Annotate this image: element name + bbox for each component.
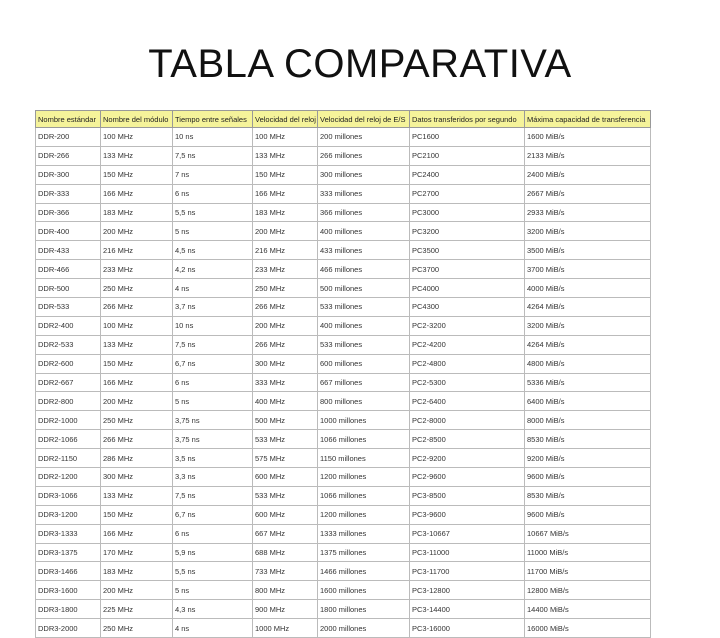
header-nombre-modulo: Nombre del módulo: [101, 111, 173, 128]
cell-velocidad-reloj-es: 533 millones: [318, 298, 410, 317]
cell-velocidad-reloj-es: 466 millones: [318, 260, 410, 279]
cell-nombre-modulo: 166 MHz: [101, 524, 173, 543]
cell-nombre-modulo: 266 MHz: [101, 430, 173, 449]
cell-maxima-capacidad: 4800 MiB/s: [525, 354, 651, 373]
cell-tiempo-senales: 7,5 ns: [173, 146, 253, 165]
table-row: [36, 581, 651, 600]
cell-velocidad-reloj: 166 MHz: [253, 184, 318, 203]
cell-tiempo-senales: 3,3 ns: [173, 468, 253, 487]
table-row: [36, 184, 651, 203]
cell-maxima-capacidad: 3500 MiB/s: [525, 241, 651, 260]
cell-tiempo-senales: 7,5 ns: [173, 486, 253, 505]
cell-tiempo-senales: 10 ns: [173, 128, 253, 147]
cell-tiempo-senales: 3,75 ns: [173, 411, 253, 430]
cell-datos-transferidos: PC3000: [410, 203, 525, 222]
cell-nombre-modulo: 250 MHz: [101, 619, 173, 638]
cell-nombre-modulo: 225 MHz: [101, 600, 173, 619]
cell-nombre-modulo: 200 MHz: [101, 581, 173, 600]
header-velocidad-reloj-es: Velocidad del reloj de E/S: [318, 111, 410, 128]
cell-nombre-estandar: DDR2-600: [36, 354, 101, 373]
table-row: [36, 600, 651, 619]
cell-maxima-capacidad: 3200 MiB/s: [525, 316, 651, 335]
cell-velocidad-reloj-es: 667 millones: [318, 373, 410, 392]
cell-maxima-capacidad: 16000 MiB/s: [525, 619, 651, 638]
cell-velocidad-reloj: 333 MHz: [253, 373, 318, 392]
cell-velocidad-reloj-es: 1600 millones: [318, 581, 410, 600]
cell-nombre-modulo: 183 MHz: [101, 203, 173, 222]
cell-datos-transferidos: PC3200: [410, 222, 525, 241]
cell-tiempo-senales: 4,2 ns: [173, 260, 253, 279]
cell-tiempo-senales: 5,5 ns: [173, 203, 253, 222]
table-row: [36, 562, 651, 581]
cell-nombre-modulo: 170 MHz: [101, 543, 173, 562]
table-row: [36, 203, 651, 222]
table-body: [36, 128, 651, 638]
cell-datos-transferidos: PC3-11700: [410, 562, 525, 581]
table-row: [36, 165, 651, 184]
cell-tiempo-senales: 5 ns: [173, 581, 253, 600]
table-row: [36, 449, 651, 468]
cell-datos-transferidos: PC3-11000: [410, 543, 525, 562]
cell-velocidad-reloj: 300 MHz: [253, 354, 318, 373]
cell-maxima-capacidad: 2133 MiB/s: [525, 146, 651, 165]
cell-velocidad-reloj: 733 MHz: [253, 562, 318, 581]
cell-nombre-estandar: DDR-366: [36, 203, 101, 222]
table-row: [36, 411, 651, 430]
cell-velocidad-reloj-es: 800 millones: [318, 392, 410, 411]
cell-datos-transferidos: PC3-16000: [410, 619, 525, 638]
cell-nombre-estandar: DDR3-1066: [36, 486, 101, 505]
cell-velocidad-reloj: 600 MHz: [253, 505, 318, 524]
cell-nombre-estandar: DDR3-1800: [36, 600, 101, 619]
cell-velocidad-reloj-es: 1066 millones: [318, 486, 410, 505]
cell-nombre-estandar: DDR-533: [36, 298, 101, 317]
cell-velocidad-reloj: 500 MHz: [253, 411, 318, 430]
cell-maxima-capacidad: 8000 MiB/s: [525, 411, 651, 430]
cell-maxima-capacidad: 10667 MiB/s: [525, 524, 651, 543]
cell-maxima-capacidad: 2400 MiB/s: [525, 165, 651, 184]
cell-velocidad-reloj-es: 2000 millones: [318, 619, 410, 638]
cell-maxima-capacidad: 5336 MiB/s: [525, 373, 651, 392]
cell-maxima-capacidad: 9600 MiB/s: [525, 505, 651, 524]
cell-velocidad-reloj: 183 MHz: [253, 203, 318, 222]
cell-velocidad-reloj: 100 MHz: [253, 128, 318, 147]
cell-datos-transferidos: PC2-6400: [410, 392, 525, 411]
cell-maxima-capacidad: 1600 MiB/s: [525, 128, 651, 147]
cell-nombre-modulo: 100 MHz: [101, 316, 173, 335]
cell-nombre-modulo: 150 MHz: [101, 165, 173, 184]
cell-datos-transferidos: PC2100: [410, 146, 525, 165]
cell-datos-transferidos: PC2-4800: [410, 354, 525, 373]
cell-velocidad-reloj: 533 MHz: [253, 486, 318, 505]
cell-nombre-modulo: 166 MHz: [101, 373, 173, 392]
cell-datos-transferidos: PC3-9600: [410, 505, 525, 524]
cell-velocidad-reloj: 266 MHz: [253, 335, 318, 354]
cell-tiempo-senales: 3,7 ns: [173, 298, 253, 317]
cell-velocidad-reloj: 133 MHz: [253, 146, 318, 165]
cell-datos-transferidos: PC2-9600: [410, 468, 525, 487]
cell-velocidad-reloj: 1000 MHz: [253, 619, 318, 638]
cell-nombre-estandar: DDR2-667: [36, 373, 101, 392]
cell-maxima-capacidad: 11700 MiB/s: [525, 562, 651, 581]
cell-maxima-capacidad: 8530 MiB/s: [525, 486, 651, 505]
table-row: [36, 524, 651, 543]
cell-nombre-estandar: DDR2-1200: [36, 468, 101, 487]
cell-datos-transferidos: PC2700: [410, 184, 525, 203]
cell-velocidad-reloj: 200 MHz: [253, 222, 318, 241]
cell-velocidad-reloj: 200 MHz: [253, 316, 318, 335]
cell-velocidad-reloj-es: 400 millones: [318, 316, 410, 335]
cell-nombre-estandar: DDR-266: [36, 146, 101, 165]
cell-nombre-estandar: DDR-466: [36, 260, 101, 279]
cell-tiempo-senales: 3,5 ns: [173, 449, 253, 468]
cell-velocidad-reloj-es: 1066 millones: [318, 430, 410, 449]
cell-tiempo-senales: 5 ns: [173, 222, 253, 241]
cell-velocidad-reloj-es: 1200 millones: [318, 468, 410, 487]
cell-nombre-modulo: 133 MHz: [101, 146, 173, 165]
cell-maxima-capacidad: 3200 MiB/s: [525, 222, 651, 241]
cell-tiempo-senales: 5 ns: [173, 392, 253, 411]
cell-maxima-capacidad: 12800 MiB/s: [525, 581, 651, 600]
cell-nombre-estandar: DDR3-1600: [36, 581, 101, 600]
table-row: [36, 241, 651, 260]
cell-velocidad-reloj: 600 MHz: [253, 468, 318, 487]
cell-velocidad-reloj-es: 1150 millones: [318, 449, 410, 468]
slide-title: TABLA COMPARATIVA: [148, 42, 572, 86]
cell-datos-transferidos: PC3-8500: [410, 486, 525, 505]
cell-nombre-estandar: DDR2-1066: [36, 430, 101, 449]
table-row: [36, 146, 651, 165]
cell-velocidad-reloj: 575 MHz: [253, 449, 318, 468]
cell-nombre-modulo: 233 MHz: [101, 260, 173, 279]
cell-tiempo-senales: 4,5 ns: [173, 241, 253, 260]
cell-nombre-modulo: 150 MHz: [101, 505, 173, 524]
cell-nombre-estandar: DDR2-800: [36, 392, 101, 411]
header-maxima-capacidad: Máxima capacidad de transferencia: [525, 111, 651, 128]
header-nombre-estandar: Nombre estándar: [36, 111, 101, 128]
table-row: [36, 392, 651, 411]
table-row: [36, 335, 651, 354]
cell-velocidad-reloj-es: 1333 millones: [318, 524, 410, 543]
cell-velocidad-reloj-es: 400 millones: [318, 222, 410, 241]
table-row: [36, 505, 651, 524]
cell-velocidad-reloj: 250 MHz: [253, 279, 318, 298]
table-row: [36, 543, 651, 562]
cell-velocidad-reloj-es: 600 millones: [318, 354, 410, 373]
cell-datos-transferidos: PC4300: [410, 298, 525, 317]
cell-maxima-capacidad: 9600 MiB/s: [525, 468, 651, 487]
cell-nombre-estandar: DDR-333: [36, 184, 101, 203]
comparison-table: [35, 110, 651, 638]
cell-nombre-estandar: DDR2-533: [36, 335, 101, 354]
comparison-table-container: [35, 110, 650, 638]
cell-nombre-estandar: DDR3-1200: [36, 505, 101, 524]
cell-nombre-estandar: DDR-200: [36, 128, 101, 147]
table-row: [36, 298, 651, 317]
cell-nombre-modulo: 133 MHz: [101, 486, 173, 505]
cell-nombre-modulo: 250 MHz: [101, 411, 173, 430]
cell-tiempo-senales: 6 ns: [173, 373, 253, 392]
table-header-row: [36, 111, 651, 128]
cell-maxima-capacidad: 2933 MiB/s: [525, 203, 651, 222]
cell-datos-transferidos: PC2-9200: [410, 449, 525, 468]
cell-maxima-capacidad: 9200 MiB/s: [525, 449, 651, 468]
table-row: [36, 486, 651, 505]
cell-nombre-modulo: 133 MHz: [101, 335, 173, 354]
cell-velocidad-reloj: 533 MHz: [253, 430, 318, 449]
cell-nombre-estandar: DDR3-1375: [36, 543, 101, 562]
cell-maxima-capacidad: 3700 MiB/s: [525, 260, 651, 279]
cell-nombre-estandar: DDR2-400: [36, 316, 101, 335]
cell-datos-transferidos: PC3-12800: [410, 581, 525, 600]
table-row: [36, 316, 651, 335]
cell-velocidad-reloj-es: 1200 millones: [318, 505, 410, 524]
cell-maxima-capacidad: 11000 MiB/s: [525, 543, 651, 562]
table-row: [36, 373, 651, 392]
cell-nombre-estandar: DDR-400: [36, 222, 101, 241]
cell-nombre-modulo: 200 MHz: [101, 392, 173, 411]
cell-nombre-modulo: 100 MHz: [101, 128, 173, 147]
cell-datos-transferidos: PC2-8500: [410, 430, 525, 449]
cell-datos-transferidos: PC2-4200: [410, 335, 525, 354]
cell-nombre-modulo: 266 MHz: [101, 298, 173, 317]
cell-tiempo-senales: 10 ns: [173, 316, 253, 335]
cell-nombre-estandar: DDR3-1466: [36, 562, 101, 581]
cell-nombre-estandar: DDR-500: [36, 279, 101, 298]
header-datos-transferidos: Datos transferidos por segundo: [410, 111, 525, 128]
cell-velocidad-reloj: 400 MHz: [253, 392, 318, 411]
cell-datos-transferidos: PC2-8000: [410, 411, 525, 430]
cell-nombre-modulo: 250 MHz: [101, 279, 173, 298]
cell-maxima-capacidad: 2667 MiB/s: [525, 184, 651, 203]
cell-nombre-estandar: DDR-300: [36, 165, 101, 184]
cell-nombre-modulo: 183 MHz: [101, 562, 173, 581]
cell-velocidad-reloj: 216 MHz: [253, 241, 318, 260]
table-row: [36, 619, 651, 638]
table-row: [36, 430, 651, 449]
header-velocidad-reloj: Velocidad del reloj: [253, 111, 318, 128]
cell-velocidad-reloj-es: 533 millones: [318, 335, 410, 354]
cell-tiempo-senales: 4,3 ns: [173, 600, 253, 619]
cell-velocidad-reloj: 900 MHz: [253, 600, 318, 619]
cell-tiempo-senales: 6 ns: [173, 524, 253, 543]
cell-velocidad-reloj-es: 300 millones: [318, 165, 410, 184]
cell-nombre-estandar: DDR2-1150: [36, 449, 101, 468]
cell-nombre-estandar: DDR3-2000: [36, 619, 101, 638]
cell-tiempo-senales: 7 ns: [173, 165, 253, 184]
cell-tiempo-senales: 5,9 ns: [173, 543, 253, 562]
cell-nombre-modulo: 166 MHz: [101, 184, 173, 203]
cell-nombre-modulo: 200 MHz: [101, 222, 173, 241]
cell-tiempo-senales: 6 ns: [173, 184, 253, 203]
cell-maxima-capacidad: 4264 MiB/s: [525, 298, 651, 317]
cell-velocidad-reloj: 688 MHz: [253, 543, 318, 562]
cell-tiempo-senales: 5,5 ns: [173, 562, 253, 581]
cell-tiempo-senales: 4 ns: [173, 619, 253, 638]
cell-datos-transferidos: PC2400: [410, 165, 525, 184]
cell-velocidad-reloj-es: 1375 millones: [318, 543, 410, 562]
cell-velocidad-reloj: 667 MHz: [253, 524, 318, 543]
cell-maxima-capacidad: 4264 MiB/s: [525, 335, 651, 354]
cell-velocidad-reloj: 150 MHz: [253, 165, 318, 184]
cell-datos-transferidos: PC2-5300: [410, 373, 525, 392]
cell-velocidad-reloj-es: 1000 millones: [318, 411, 410, 430]
cell-datos-transferidos: PC1600: [410, 128, 525, 147]
cell-velocidad-reloj-es: 1800 millones: [318, 600, 410, 619]
cell-tiempo-senales: 4 ns: [173, 279, 253, 298]
cell-tiempo-senales: 6,7 ns: [173, 505, 253, 524]
cell-nombre-modulo: 150 MHz: [101, 354, 173, 373]
cell-tiempo-senales: 6,7 ns: [173, 354, 253, 373]
cell-datos-transferidos: PC3-10667: [410, 524, 525, 543]
cell-nombre-estandar: DDR-433: [36, 241, 101, 260]
table-row: [36, 128, 651, 147]
table-row: [36, 468, 651, 487]
cell-velocidad-reloj-es: 1466 millones: [318, 562, 410, 581]
cell-datos-transferidos: PC4000: [410, 279, 525, 298]
table-row: [36, 279, 651, 298]
cell-velocidad-reloj-es: 200 millones: [318, 128, 410, 147]
cell-maxima-capacidad: 6400 MiB/s: [525, 392, 651, 411]
cell-datos-transferidos: PC3-14400: [410, 600, 525, 619]
cell-nombre-modulo: 286 MHz: [101, 449, 173, 468]
header-tiempo-senales: Tiempo entre señales: [173, 111, 253, 128]
cell-velocidad-reloj: 266 MHz: [253, 298, 318, 317]
table-row: [36, 354, 651, 373]
cell-tiempo-senales: 3,75 ns: [173, 430, 253, 449]
cell-maxima-capacidad: 4000 MiB/s: [525, 279, 651, 298]
cell-datos-transferidos: PC3700: [410, 260, 525, 279]
cell-velocidad-reloj: 233 MHz: [253, 260, 318, 279]
cell-velocidad-reloj-es: 500 millones: [318, 279, 410, 298]
cell-maxima-capacidad: 8530 MiB/s: [525, 430, 651, 449]
cell-nombre-modulo: 216 MHz: [101, 241, 173, 260]
cell-nombre-estandar: DDR2-1000: [36, 411, 101, 430]
cell-velocidad-reloj-es: 366 millones: [318, 203, 410, 222]
table-row: [36, 222, 651, 241]
cell-datos-transferidos: PC2-3200: [410, 316, 525, 335]
cell-velocidad-reloj: 800 MHz: [253, 581, 318, 600]
cell-datos-transferidos: PC3500: [410, 241, 525, 260]
cell-nombre-modulo: 300 MHz: [101, 468, 173, 487]
table-row: [36, 260, 651, 279]
cell-velocidad-reloj-es: 333 millones: [318, 184, 410, 203]
cell-nombre-estandar: DDR3-1333: [36, 524, 101, 543]
cell-velocidad-reloj-es: 266 millones: [318, 146, 410, 165]
cell-velocidad-reloj-es: 433 millones: [318, 241, 410, 260]
cell-tiempo-senales: 7,5 ns: [173, 335, 253, 354]
cell-maxima-capacidad: 14400 MiB/s: [525, 600, 651, 619]
